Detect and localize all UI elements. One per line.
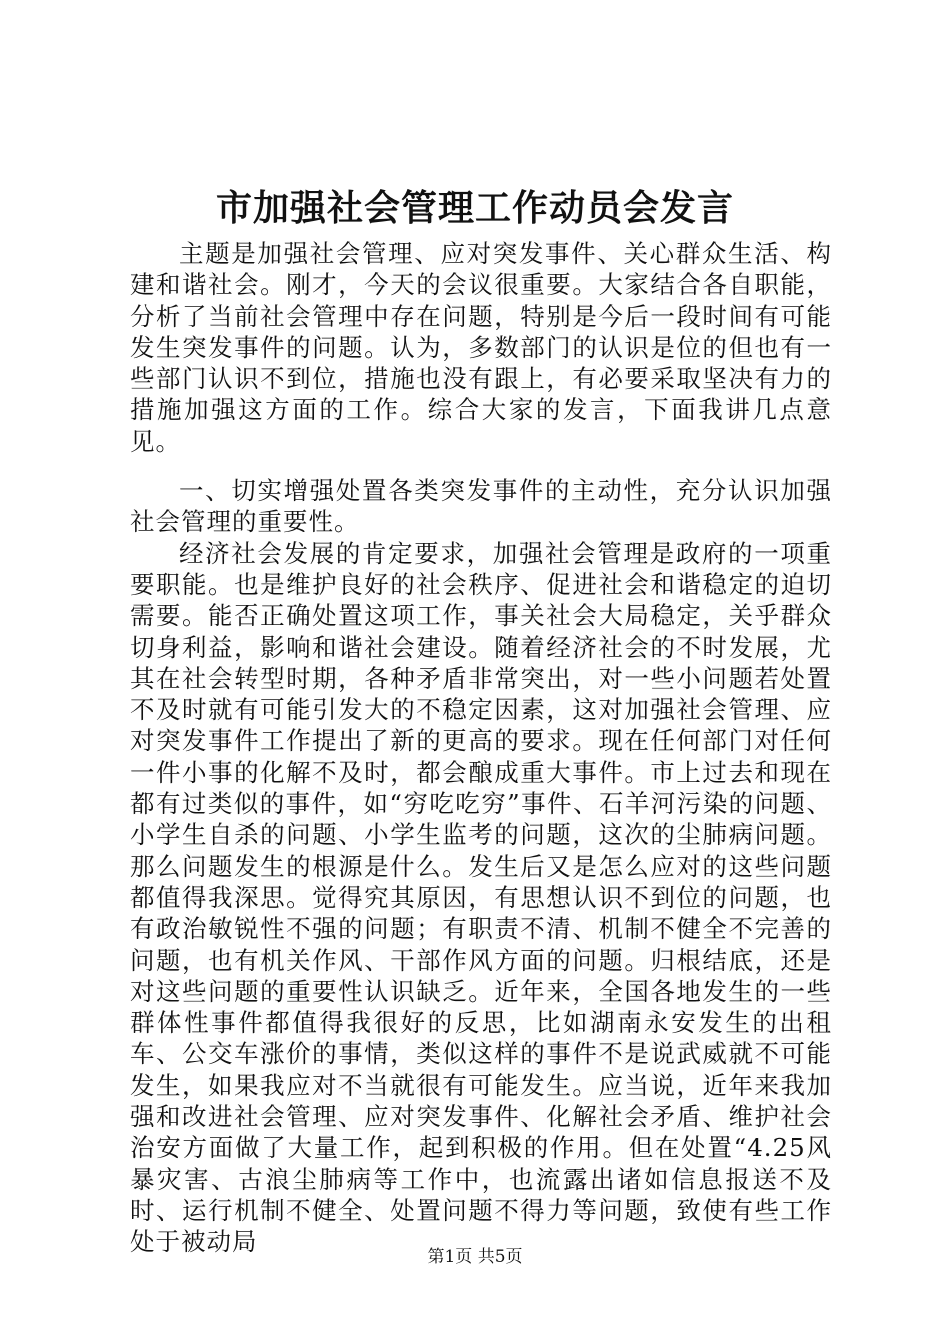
document-body bbox=[130, 238, 832, 1258]
paragraph-body: 经济社会发展的肯定要求，加强社会管理是政府的一项重要职能。也是维护良好的社会秩序、促进社会和谐稳定的迫切需要。能否正确处置这项工作，事关社会大局稳定，关乎群众切身利益，影响和谐社会建设。随着经济社会的不时发展，尤其在社会转型时期，各种矛盾非常突出，对一些小问题若处置不及时就有可能引发大的不稳定因素，这对加强社会管理、应对突发事件工作提出了新的更高的要求。现在任何部门对任何一件小事的化解不及时，都会酿成重大事件。市上过去和现在都有过类似的事件，如“穷吃吃穷”事件、石羊河污染的问题、小学生自杀的问题、小学生监考的问题，这次的尘肺病问题。那么问题发生的根源是什么。发生后又是怎么应对的这些问题都值得我深思。觉得究其原因，有思想认识不到位的问题，也有政治敏锐性不强的问题；有职责不清、机制不健全不完善的问题，也有机关作风、干部作风方面的问题。归根结底，还是对这些问题的重要性认识缺乏。近年来，全国各地发生的一些群体性事件都值得我很好的反思，比如湖南永安发生的出租车、公交车涨价的事情，类似这样的事件不是说武威就不可能发生，如果我应对不当就很有可能发生。应当说，近年来我加强和改进社会管理、应对突发事件、化解社会矛盾、维护社会治安方面做了大量工作，起到积极的作用。但在处置“4.25风暴灾害、古浪尘肺病等工作中，也流露出诸如信息报送不及时、运行机制不健全、处置问题不得力等问题，致使有些工作处于被动局 bbox=[130, 538, 832, 1257]
document-title: 市加强社会管理工作动员会发言 bbox=[215, 187, 734, 229]
page-number-footer: 第1页 共5页 bbox=[427, 1247, 523, 1267]
paragraph-intro: 主题是加强社会管理、应对突发事件、关心群众生活、构建和谐社会。刚才，今天的会议很重要。大家结合各自职能，分析了当前社会管理中存在问题，特别是今后一段时间有可能发生突发事件的问题。认为，多数部门的认识是位的但也有一些部门认识不到位，措施也没有跟上，有必要采取坚决有力的措施加强这方面的工作。综合大家的发言，下面我讲几点意见。 bbox=[130, 239, 832, 456]
paragraph-section-heading: 一、切实增强处置各类突发事件的主动性，充分认识加强社会管理的重要性。 bbox=[130, 476, 832, 537]
